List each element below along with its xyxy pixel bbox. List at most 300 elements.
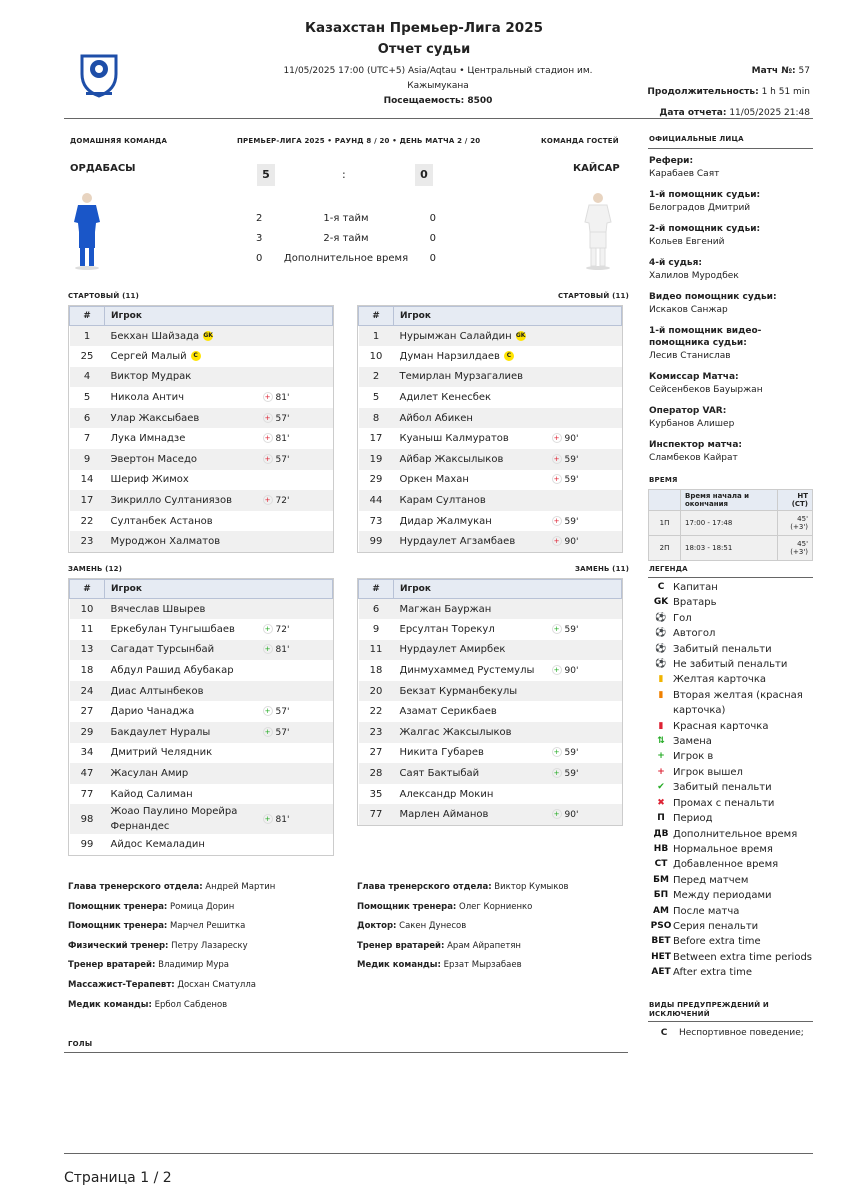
legend-icon: PSO (650, 920, 672, 931)
legend-item (649, 749, 813, 764)
player-name-text: Еркебулан Тунгышбаев (110, 623, 235, 635)
official-name: Искаков Санжар (649, 305, 728, 315)
official-name: Белоградов Дмитрий (649, 203, 751, 213)
event-cell (552, 346, 622, 367)
player-name-text: Нурымжан Салайдин (399, 330, 512, 342)
sub-out-icon: + (552, 516, 562, 526)
event-cell (263, 743, 333, 764)
staff-role: Помощник тренера: (68, 921, 168, 932)
header-divider (64, 118, 813, 119)
event-cell (552, 511, 622, 532)
duration: 1 h 51 min (761, 87, 810, 97)
staff-member (357, 898, 637, 918)
home-starting-table (68, 305, 334, 553)
player-number: 77 (80, 788, 94, 800)
player-number: 9 (372, 623, 380, 635)
half-home: 0 (256, 253, 263, 264)
player-name (105, 326, 263, 347)
event-cell (552, 660, 622, 681)
event-minute: 90' (564, 666, 579, 677)
player-name (394, 367, 552, 388)
legend-icon: + (657, 766, 665, 777)
event-cell (552, 531, 622, 552)
legend-icon: C (657, 582, 665, 592)
table-row (359, 531, 622, 552)
official-role: Комиссар Матча: (649, 372, 739, 382)
event-cell (552, 640, 622, 661)
time-col-ht: HT (CT) (777, 490, 812, 511)
report-title: Казахстан Премьер-Лига 2025 (305, 20, 543, 36)
player-name-text: Кайод Салиман (110, 788, 193, 800)
legend-label: Замена (673, 736, 712, 748)
player-name (105, 408, 263, 429)
datetime-venue: 11/05/2025 17:00 (UTC+5) Asia/Aqtau • Центральный стадион им. Кажымукана (283, 66, 593, 91)
player-name-text: Оркен Махан (399, 474, 469, 486)
table-row (359, 660, 622, 681)
table-row (359, 346, 622, 367)
legend-item (649, 626, 813, 641)
player-number: 18 (80, 665, 94, 677)
staff-name: Виктор Кумыков (494, 882, 569, 892)
player-number: 98 (70, 804, 105, 834)
legend-label: После матча (673, 905, 740, 917)
player-name (394, 470, 552, 491)
table-row (359, 619, 622, 640)
player-name (394, 599, 552, 620)
event-cell (263, 326, 333, 347)
official-name: Курбанов Алишер (649, 419, 735, 429)
player-name-text: Адилет Кенесбек (399, 392, 492, 404)
event-cell (552, 619, 622, 640)
away-starting-table (357, 305, 623, 553)
staff-role: Массажист-Терапевт: (68, 979, 175, 990)
staff-name: Сакен Дунесов (399, 921, 467, 932)
time-table (648, 489, 813, 561)
event-minute: 90' (564, 537, 579, 548)
staff-role: Помощник тренера: (68, 901, 168, 912)
table-row (70, 619, 333, 640)
player-name (105, 640, 263, 661)
event-cell (263, 470, 333, 491)
legend-item (649, 904, 813, 919)
staff-member (68, 976, 348, 996)
table-row (70, 490, 333, 511)
player-name (105, 722, 263, 743)
player-name (394, 408, 552, 429)
event-minute: 59' (564, 475, 579, 486)
legend-icon: ▮ (658, 689, 664, 700)
player-name (394, 804, 552, 825)
table-row (359, 470, 622, 491)
legend-icon: СТ (654, 859, 668, 870)
legend-label: Желтая карточка (673, 674, 766, 686)
event-minute: 59' (564, 624, 579, 635)
player-number: 19 (359, 449, 394, 470)
player-name (394, 660, 552, 681)
staff-name: Ромица Дорин (170, 901, 235, 912)
player-name-text: Зикрилло Султаниязов (110, 495, 233, 507)
table-row (359, 763, 622, 784)
event-cell (552, 804, 622, 825)
player-number: 22 (369, 706, 383, 718)
event-minute: 72' (275, 624, 290, 635)
player-name (394, 722, 552, 743)
player-number: 99 (359, 531, 394, 552)
staff-name: Владимир Мура (158, 960, 229, 971)
warnings-divider (648, 1021, 813, 1022)
player-number: 34 (80, 747, 94, 759)
player-number: 4 (70, 367, 105, 388)
legend-icon: ⚽ (655, 643, 667, 654)
player-name-text: Сергей Малый (110, 350, 187, 362)
official-name: Карабаев Саят (649, 169, 720, 179)
col-player: Игрок (394, 580, 622, 599)
legend-icon: БП (653, 890, 669, 901)
legend-item (649, 950, 813, 965)
player-name (394, 619, 552, 640)
away-starting-label: СТАРТОВЫЙ (11) (558, 292, 630, 300)
table-row (70, 346, 333, 367)
player-name (105, 804, 263, 834)
legend-item (649, 965, 813, 980)
table-row (70, 743, 333, 764)
time-row (649, 536, 813, 561)
player-name-text: Бекхан Шайзада (110, 330, 200, 342)
player-number: 44 (359, 490, 394, 511)
table-row (359, 722, 622, 743)
player-number: 24 (70, 681, 105, 702)
staff-member (68, 956, 348, 976)
official-name: Кольев Евгений (649, 237, 725, 247)
legend-label: Гол (673, 612, 692, 624)
sub-out-icon: + (552, 454, 562, 464)
event-cell (263, 511, 333, 532)
legend-label: Забитый пенальти (673, 643, 772, 655)
player-name (394, 428, 552, 449)
legend-icon: ✔ (657, 782, 665, 793)
player-name-text: Магжан Бауржан (399, 603, 492, 615)
halves (256, 209, 436, 269)
report-date: 11/05/2025 21:48 (729, 108, 810, 118)
table-row (359, 408, 622, 429)
staff-member (357, 937, 637, 957)
staff-role: Доктор: (357, 921, 397, 932)
staff-member (357, 956, 637, 976)
time-period: 2П (649, 536, 681, 561)
sub-in-icon: + (263, 644, 273, 654)
table-row (70, 326, 333, 347)
event-minute: 90' (564, 810, 579, 821)
away-kit-icon (583, 192, 613, 270)
event-cell (552, 367, 622, 388)
event-minute: 57' (275, 707, 290, 718)
col-number: # (359, 580, 394, 599)
table-row (359, 784, 622, 805)
home-starting-label: СТАРТОВЫЙ (11) (68, 292, 140, 300)
legend-label: Before extra time (673, 936, 761, 948)
table-row (70, 408, 333, 429)
player-name (394, 511, 552, 532)
sub-in-icon: + (263, 814, 273, 824)
goalkeeper-icon: GK (203, 331, 213, 339)
legend-item (649, 873, 813, 888)
player-name-text: Нурдаулет Агзамбаев (399, 536, 516, 548)
staff-name: Марчел Решитка (170, 921, 246, 932)
table-row (70, 640, 333, 661)
table-row (359, 743, 622, 764)
table-row (70, 511, 333, 532)
player-name (394, 743, 552, 764)
staff-role: Глава тренерского отдела: (357, 882, 492, 892)
table-row (70, 531, 333, 552)
legend-item (649, 672, 813, 687)
player-name-text: Динмухаммед Рустемулы (399, 665, 535, 677)
event-cell (552, 763, 622, 784)
player-name-text: Бекзат Курманбекулы (399, 685, 518, 697)
staff-name: Арам Айрапетян (447, 940, 521, 951)
legend-label: Период (673, 813, 713, 825)
staff-name: Ербол Сабденов (154, 999, 228, 1010)
player-number: 18 (369, 665, 383, 677)
event-cell (552, 490, 622, 511)
event-cell (552, 449, 622, 470)
official-role: 1-й помощник судьи: (649, 190, 761, 200)
player-number: 35 (369, 788, 383, 800)
event-minute: 81' (275, 645, 290, 656)
player-number: 11 (359, 640, 394, 661)
player-name-text: Азамат Серикбаев (399, 706, 497, 718)
legend-item (649, 811, 813, 826)
legend-item (649, 934, 813, 949)
legend-label: Нормальное время (673, 843, 773, 855)
player-name (105, 701, 263, 722)
table-row (359, 387, 622, 408)
player-name (105, 599, 263, 620)
event-minute: 59' (564, 454, 579, 465)
event-cell (263, 681, 333, 702)
page-number: Страница 1 / 2 (64, 1170, 172, 1186)
official-role: Рефери: (649, 156, 694, 166)
player-name-text: Вячеслав Швырев (110, 603, 206, 615)
legend-item (649, 796, 813, 811)
legend-item (649, 780, 813, 795)
col-player: Игрок (105, 580, 333, 599)
player-number: 20 (359, 681, 394, 702)
player-number: 5 (372, 392, 380, 404)
match-info (280, 64, 596, 109)
event-minute: 57' (275, 454, 290, 465)
legend-item (649, 827, 813, 842)
legend-label: Вратарь (673, 597, 717, 609)
player-name-text: Марлен Айманов (399, 809, 489, 821)
event-minute: 81' (275, 434, 290, 445)
player-name (394, 449, 552, 470)
event-cell (552, 326, 622, 347)
legend-item (649, 857, 813, 872)
player-name (105, 428, 263, 449)
player-name (105, 743, 263, 764)
table-header (70, 307, 333, 326)
table-header (359, 307, 622, 326)
player-number: 11 (80, 623, 94, 635)
report-subtitle: Отчет судьи (377, 42, 471, 57)
player-name (394, 640, 552, 661)
player-name (394, 763, 552, 784)
home-staff (68, 878, 348, 1015)
player-name-text: Темирлан Мурзагалиев (399, 371, 524, 383)
official-role: Видео помощник судьи: (649, 292, 777, 302)
time-col-time: Время начала и окончания (681, 490, 778, 511)
event-cell (263, 784, 333, 805)
official-name: Сейсенбеков Бауыржан (649, 385, 763, 395)
player-name-text: Саят Бактыбай (399, 768, 480, 780)
staff-member (68, 937, 348, 957)
col-player: Игрок (394, 307, 622, 326)
table-row (359, 367, 622, 388)
time-period: 1П (649, 511, 681, 536)
legend-label: Игрок в (673, 751, 714, 763)
col-number: # (359, 307, 394, 326)
legend-item (649, 657, 813, 672)
half-away: 0 (429, 213, 437, 224)
player-name-text: Никита Губарев (399, 747, 484, 759)
sub-out-icon: + (263, 392, 273, 402)
time-title: ВРЕМЯ (649, 476, 678, 484)
event-cell (263, 408, 333, 429)
legend-item (649, 919, 813, 934)
player-name-text: Диас Алтынбеков (110, 685, 204, 697)
player-name-text: Нурдаулет Амирбек (399, 644, 506, 656)
player-number: 14 (80, 474, 94, 486)
table-row (70, 834, 333, 855)
half-row (256, 249, 436, 269)
legend-label: Перед матчем (673, 874, 749, 886)
player-name-text: Ерсултан Торекул (399, 623, 495, 635)
staff-role: Медик команды: (68, 999, 152, 1010)
half-away: 0 (429, 233, 437, 244)
staff-member (68, 917, 348, 937)
table-row (359, 640, 622, 661)
half-label: 1-я тайм (323, 213, 369, 224)
staff-role: Медик команды: (357, 960, 441, 971)
legend-label: Игрок вышел (673, 766, 743, 778)
event-cell (263, 531, 333, 552)
away-subs-label: ЗАМЕНЬ (11) (575, 565, 630, 573)
event-cell (263, 449, 333, 470)
report-date-label: Дата отчета: (659, 108, 727, 118)
event-cell (263, 640, 333, 661)
player-number: 10 (70, 599, 105, 620)
player-name (394, 387, 552, 408)
player-name (105, 834, 263, 855)
event-minute: 59' (564, 516, 579, 527)
player-number: 17 (70, 490, 105, 511)
staff-member (68, 898, 348, 918)
player-name (105, 346, 263, 367)
legend-item (649, 580, 813, 595)
table-row (359, 449, 622, 470)
player-number: 22 (80, 515, 94, 527)
captain-icon: C (191, 351, 201, 361)
legend-icon: ▮ (658, 674, 664, 685)
legend-icon: + (657, 751, 665, 762)
player-name (105, 470, 263, 491)
table-row (70, 722, 333, 743)
legend-item (649, 842, 813, 857)
col-number: # (70, 307, 105, 326)
table-row (359, 681, 622, 702)
table-row (70, 367, 333, 388)
player-name-text: Думан Нарзилдаев (399, 350, 500, 362)
event-minute: 81' (275, 393, 290, 404)
player-name-text: Абдул Рашид Абубакар (110, 665, 234, 677)
event-cell (263, 387, 333, 408)
sub-out-icon: + (263, 495, 273, 505)
away-staff (357, 878, 637, 976)
legend-label: Дополнительное время (673, 828, 798, 840)
player-name (105, 387, 263, 408)
player-number: 73 (369, 515, 383, 527)
table-row (359, 701, 622, 722)
player-name (394, 490, 552, 511)
staff-member (68, 996, 348, 1016)
round-label: ПРЕМЬЕР-ЛИГА 2025 • РАУНД 8 / 20 • ДЕНЬ МАТЧА 2 / 20 (237, 137, 481, 145)
col-player: Игрок (105, 307, 333, 326)
legend-item (649, 765, 813, 780)
player-number: 1 (359, 326, 394, 347)
player-name-text: Эвертон Маседо (110, 453, 197, 465)
legend-icon: ⇅ (657, 736, 665, 747)
player-number: 29 (70, 722, 105, 743)
sub-in-icon: + (552, 665, 562, 675)
warning-code: C (660, 1028, 668, 1038)
sub-out-icon: + (263, 413, 273, 423)
player-number: 25 (80, 350, 94, 362)
event-cell (263, 722, 333, 743)
player-number: 1 (70, 326, 105, 347)
legend-label: After extra time (673, 967, 753, 979)
time-ht: 45' (+3') (777, 536, 812, 561)
player-name (105, 660, 263, 681)
legend-item (649, 688, 813, 719)
sub-out-icon: + (263, 454, 273, 464)
legend-icon: ДВ (653, 828, 669, 839)
time-row (649, 511, 813, 536)
table-row (70, 681, 333, 702)
event-minute: 90' (564, 434, 579, 445)
legend-label: Вторая желтая (красная карточка) (673, 689, 803, 717)
sub-in-icon: + (552, 747, 562, 757)
player-name-text: Жасулан Амир (110, 768, 189, 780)
staff-name: Петру Лазареску (171, 940, 248, 951)
half-row (256, 209, 436, 229)
table-row (70, 763, 333, 784)
home-team: ОРДАБАСЫ (70, 163, 136, 174)
legend-label: Между периодами (673, 890, 772, 902)
home-kit-icon (72, 192, 102, 270)
legend-label: Добавленное время (673, 859, 779, 871)
table-row (70, 599, 333, 620)
col-number: # (70, 580, 105, 599)
player-number: 6 (70, 408, 105, 429)
sub-in-icon: + (263, 624, 273, 634)
player-name (105, 367, 263, 388)
player-name-text: Султанбек Астанов (110, 515, 213, 527)
official-role: 2-й помощник судьи: (649, 224, 761, 234)
away-subs-table (357, 578, 623, 826)
legend-label: Серия пенальти (673, 920, 759, 932)
event-minute: 59' (564, 769, 579, 780)
